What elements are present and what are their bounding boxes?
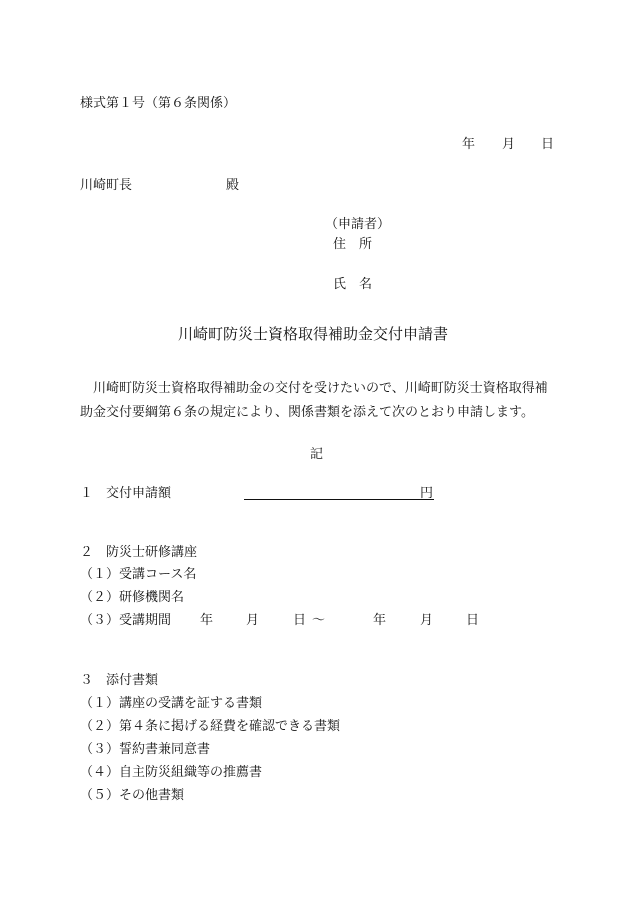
- period-start-month: 月: [246, 613, 260, 628]
- document-title: 川崎町防災士資格取得補助金交付申請書: [178, 325, 449, 343]
- period-end-month: 月: [420, 613, 434, 628]
- date-month: 月: [502, 137, 516, 152]
- amount-unit: 円: [420, 486, 434, 501]
- period-end-year: 年: [373, 613, 387, 628]
- amount-blank-line: [244, 499, 434, 500]
- form-number: 様式第１号（第６条関係）: [80, 96, 237, 111]
- attachment-item: （１）講座の受講を証する書類: [80, 696, 263, 711]
- course-section-heading: ２ 防災士研修講座: [80, 545, 198, 560]
- date-year: 年: [462, 137, 476, 152]
- attachment-item: （２）第４条に掲げる経費を確認できる書類: [80, 719, 341, 734]
- attachment-item: （３）誓約書兼同意書: [80, 742, 211, 757]
- date-day: 日: [541, 137, 555, 152]
- addressee-honorific: 殿: [226, 178, 240, 193]
- applicant-label: （申請者）: [325, 217, 391, 232]
- period-tilde: ～: [312, 613, 326, 628]
- period-start-day: 日: [293, 613, 307, 628]
- period-start-year: 年: [200, 613, 214, 628]
- body-line-2: 助金交付要綱第６条の規定により、関係書類を添えて次のとおり申請します。: [80, 405, 534, 420]
- attachment-item: （４）自主防災組織等の推薦書: [80, 765, 263, 780]
- body-line-1: 川崎町防災士資格取得補助金の交付を受けたいので、川崎町防災士資格取得補: [93, 381, 548, 396]
- address-label: 住 所: [333, 237, 373, 252]
- period-label: （３）受講期間: [80, 613, 172, 628]
- attachment-item: （５）その他書類: [80, 788, 185, 803]
- period-end-day: 日: [466, 613, 480, 628]
- attachments-heading: ３ 添付書類: [80, 673, 159, 688]
- institution-label: （２）研修機関名: [80, 590, 185, 605]
- course-name-label: （１）受講コース名: [80, 567, 197, 582]
- ki-heading: 記: [310, 447, 324, 462]
- name-label: 氏 名: [333, 277, 373, 292]
- application-amount-label: １ 交付申請額: [80, 486, 172, 501]
- addressee-name: 川崎町長: [80, 178, 133, 193]
